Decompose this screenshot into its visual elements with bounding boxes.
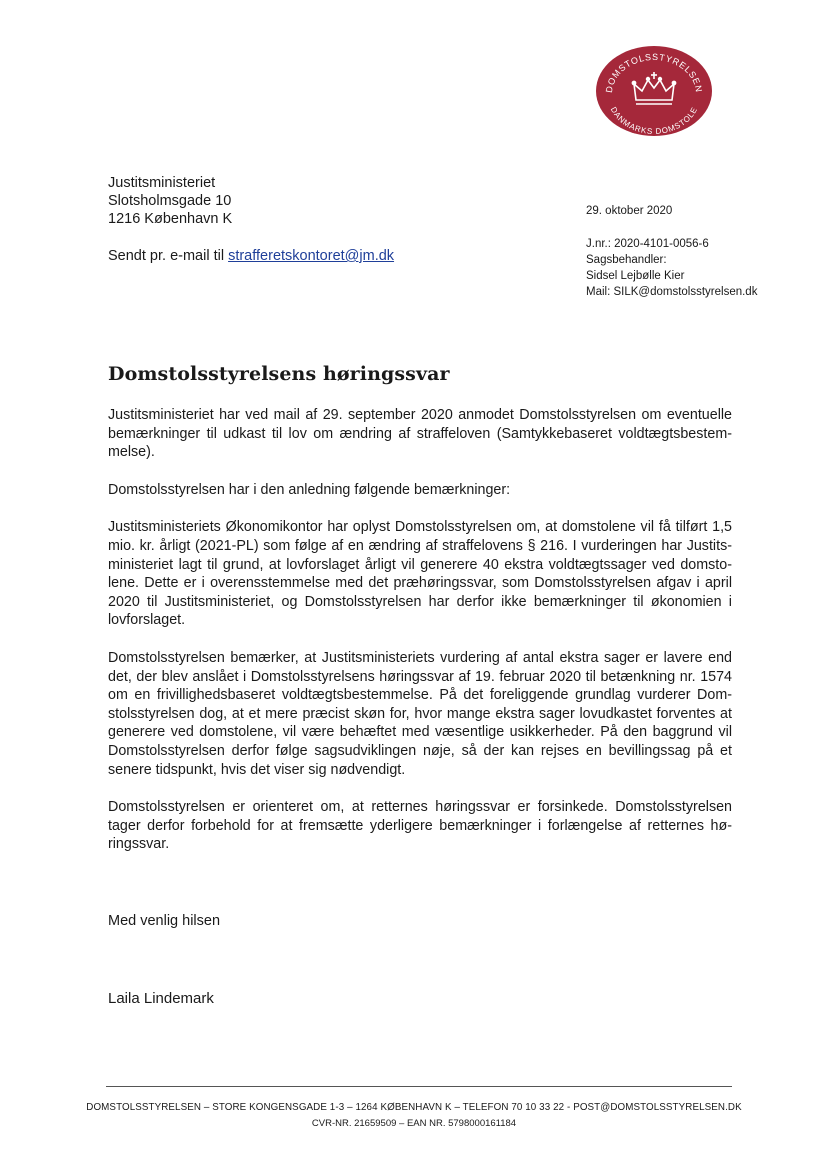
letter-body [108,406,732,873]
footer-divider [106,1086,732,1087]
seal-top-text: DOMSTOLSSTYRELSEN [603,51,705,94]
footer-address-line: DOMSTOLSSTYRELSEN – STORE KONGENSGADE 1-3 – 1264 KØBENHAVN K – TELEFON 70 10 33 22 - POST@DOMSTOLSSTYRELSEN.DK [86,1102,742,1113]
signer-name: Laila Lindemark [108,990,214,1007]
journal-number: J.nr.: 2020-4101-0056-6 [586,238,709,250]
seal-bottom-text: DANMARKS DOMSTOLE [608,105,700,137]
body-paragraph: Justitsministeriets Økonomikontor har oplyst Domstolsstyrelsen om, at domstolene vil få tilført 1,5 mio. kr. årligt (2021-PL) som følge af en ændring af straffelovens § 216. I vurderingen har Justits-ministeriet lagt til grund, at lovforslaget årligt vil generere 40 ekstra voldtægtssager ved domsto-lene. Dette er i overensstemmelse med det præhøringssvar, som Domstolsstyrelsen afgav i april 2020 til Justitsministeriet, og Domstolsstyrelsen har derfor ikke bemærkninger til økonomien i lovforslaget. [108,519,732,629]
case-handler-name: Sidsel Lejbølle Kier [586,270,685,282]
footer-registration-line: CVR-NR. 21659509 – EAN NR. 5798000161184 [311,1118,517,1129]
recipient-email-link[interactable]: strafferetskontoret@jm.dk [228,248,395,264]
body-paragraph: Domstolsstyrelsen bemærker, at Justitsministeriets vurdering af antal ekstra sager er lavere end det, der blev anslået i Domstolsstyrelsens høringssvar af 19. februar 2020 til betænkning nr. 1574 om en frivillighedsbaseret voldtægtsbestemmelse. På det foreliggende grundlag vurderer Dom-stolsstyrelsen dog, at et mere præcist skøn for, hvor mange ekstra sager lovudkastet forventes at generere ved domstolene, vil være behæftet med væsentlige usikkerheder. På den baggrund vil Domstolsstyrelsen derfor følge sagsudviklingen nøje, så der kan rejses en bevillingssag på et senere tidspunkt, hvis det viser sig nødvendigt. [108,649,732,778]
case-handler-label: Sagsbehandler: [586,254,667,266]
case-metadata [586,236,757,300]
body-paragraph: Domstolsstyrelsen er orienteret om, at retternes høringssvar er forsinkede. Domstolsstyrelsen tager derfor forbehold for at fremsætte yderligere bemærkninger i forlængelse af retternes hø-ringssvar. [108,799,732,853]
domstolsstyrelsen-seal-logo [594,44,714,138]
recipient-address [108,174,232,228]
recipient-line-2: Slotsholmsgade 10 [108,193,232,209]
case-handler-mail: Mail: SILK@domstolsstyrelsen.dk [586,286,758,298]
letter-date: 29. oktober 2020 [586,205,673,217]
body-paragraph: Domstolsstyrelsen har i den anledning følgende bemærkninger: [108,481,511,498]
closing-greeting: Med venlig hilsen [108,913,221,929]
sent-prefix: Sendt pr. e-mail til [108,248,229,264]
recipient-line-3: 1216 København K [108,211,233,227]
body-paragraph: Justitsministeriet har ved mail af 29. september 2020 anmodet Domstolsstyrelsen om eventuelle bemærkninger til udkast til lov om ændring af straffeloven (Samtykkebaseret voldtægtsbestem-melse). [108,407,732,461]
sent-by-email-line [108,248,394,264]
document-title: Domstolsstyrelsens høringssvar [108,363,450,385]
recipient-line-1: Justitsministeriet [108,175,216,191]
